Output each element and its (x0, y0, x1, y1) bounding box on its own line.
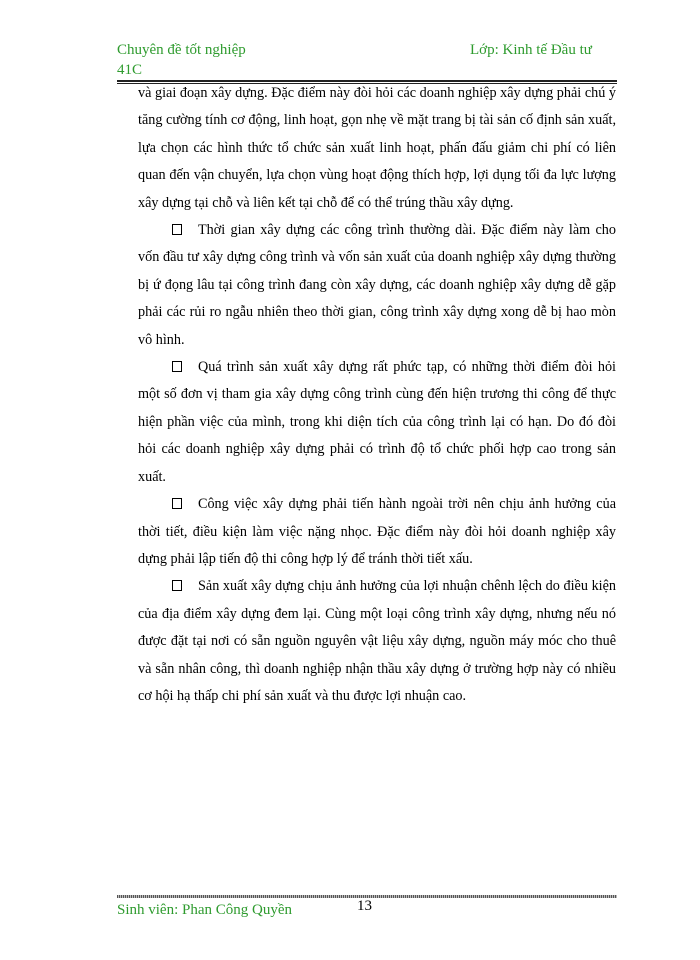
list-item (138, 491, 616, 573)
list-item (138, 217, 616, 354)
footer-student-name: Sinh viên: Phan Công Quyền (117, 902, 292, 918)
header-title-line2: 41C (117, 62, 143, 78)
continuation-paragraph: và giai đoạn xây dựng. Đặc điểm này đòi hỏi các doanh nghiệp xây dựng phải chú ý tăng cường tính cơ động, linh hoạt, gọn nhẹ về mặt trang bị tài sản cố định sản xuất, lựa chọn các hình thức tổ chức sản xuất linh hoạt, phấn đấu giảm chi phí có liên quan đến vận chuyển, lựa chọn vùng hoạt động thích hợp, lợi dụng tối đa lực lượng xây dựng tại chỗ và liên kết tại chỗ để có thể trúng thầu xây dựng. (138, 85, 616, 211)
list-item (138, 354, 616, 491)
list-item-text: Sản xuất xây dựng chịu ảnh hưởng của lợi nhuận chênh lệch do điều kiện của địa điểm xây dựng đem lại. Cùng một loại công trình xây dựng, nhưng nếu nó được đặt tại nơi có sẵn nguồn nguyên vật liệu xây dựng, nguồn máy móc cho thuê và sẵn nhân công, thì doanh nghiệp nhận thầu xây dựng ở trường hợp này có nhiều cơ hội hạ thấp chi phí sản xuất và thu được lợi nhuận cao. (138, 578, 616, 704)
checkbox-bullet-icon (172, 224, 182, 235)
header-title-line1: Chuyên đề tốt nghiệp (117, 42, 246, 58)
list-item-text: Công việc xây dựng phải tiến hành ngoài trời nên chịu ảnh hưởng của thời tiết, điều kiện làm việc nặng nhọc. Đặc điểm này đòi hỏi doanh nghiệp xây dựng phải lập tiến độ thi công hợp lý để tránh thời tiết xấu. (138, 496, 616, 567)
checkbox-bullet-icon (172, 361, 182, 372)
checkbox-bullet-icon (172, 498, 182, 509)
checkbox-bullet-icon (172, 580, 182, 591)
list-item-text: Quá trình sản xuất xây dựng rất phức tạp, có những thời điểm đòi hỏi một số đơn vị tham gia xây dựng công trình cùng đến hiện trương thi công để thực hiện phần việc của mình, trong khi diện tích của công trình lại có hạn. Do đó đòi hỏi các doanh nghiệp xây dựng phải có trình độ tổ chức phối hợp cao trong sản xuất. (138, 359, 616, 485)
list-item (138, 573, 616, 710)
header-class-name: Lớp: Kinh tế Đầu tư (470, 42, 592, 58)
list-item-text: Thời gian xây dựng các công trình thường dài. Đặc điểm này làm cho vốn đầu tư xây dựng công trình và vốn sản xuất của doanh nghiệp xây dựng thường bị ứ đọng lâu tại công trình đang còn xây dựng, các doanh nghiệp xây dựng dễ gặp phải các rủi ro ngẫu nhiên theo thời gian, công trình xây dựng xong dễ bị hao mòn vô hình. (138, 222, 616, 348)
document-body (138, 80, 616, 710)
header-course-title (117, 40, 246, 80)
page-number: 13 (357, 898, 372, 914)
